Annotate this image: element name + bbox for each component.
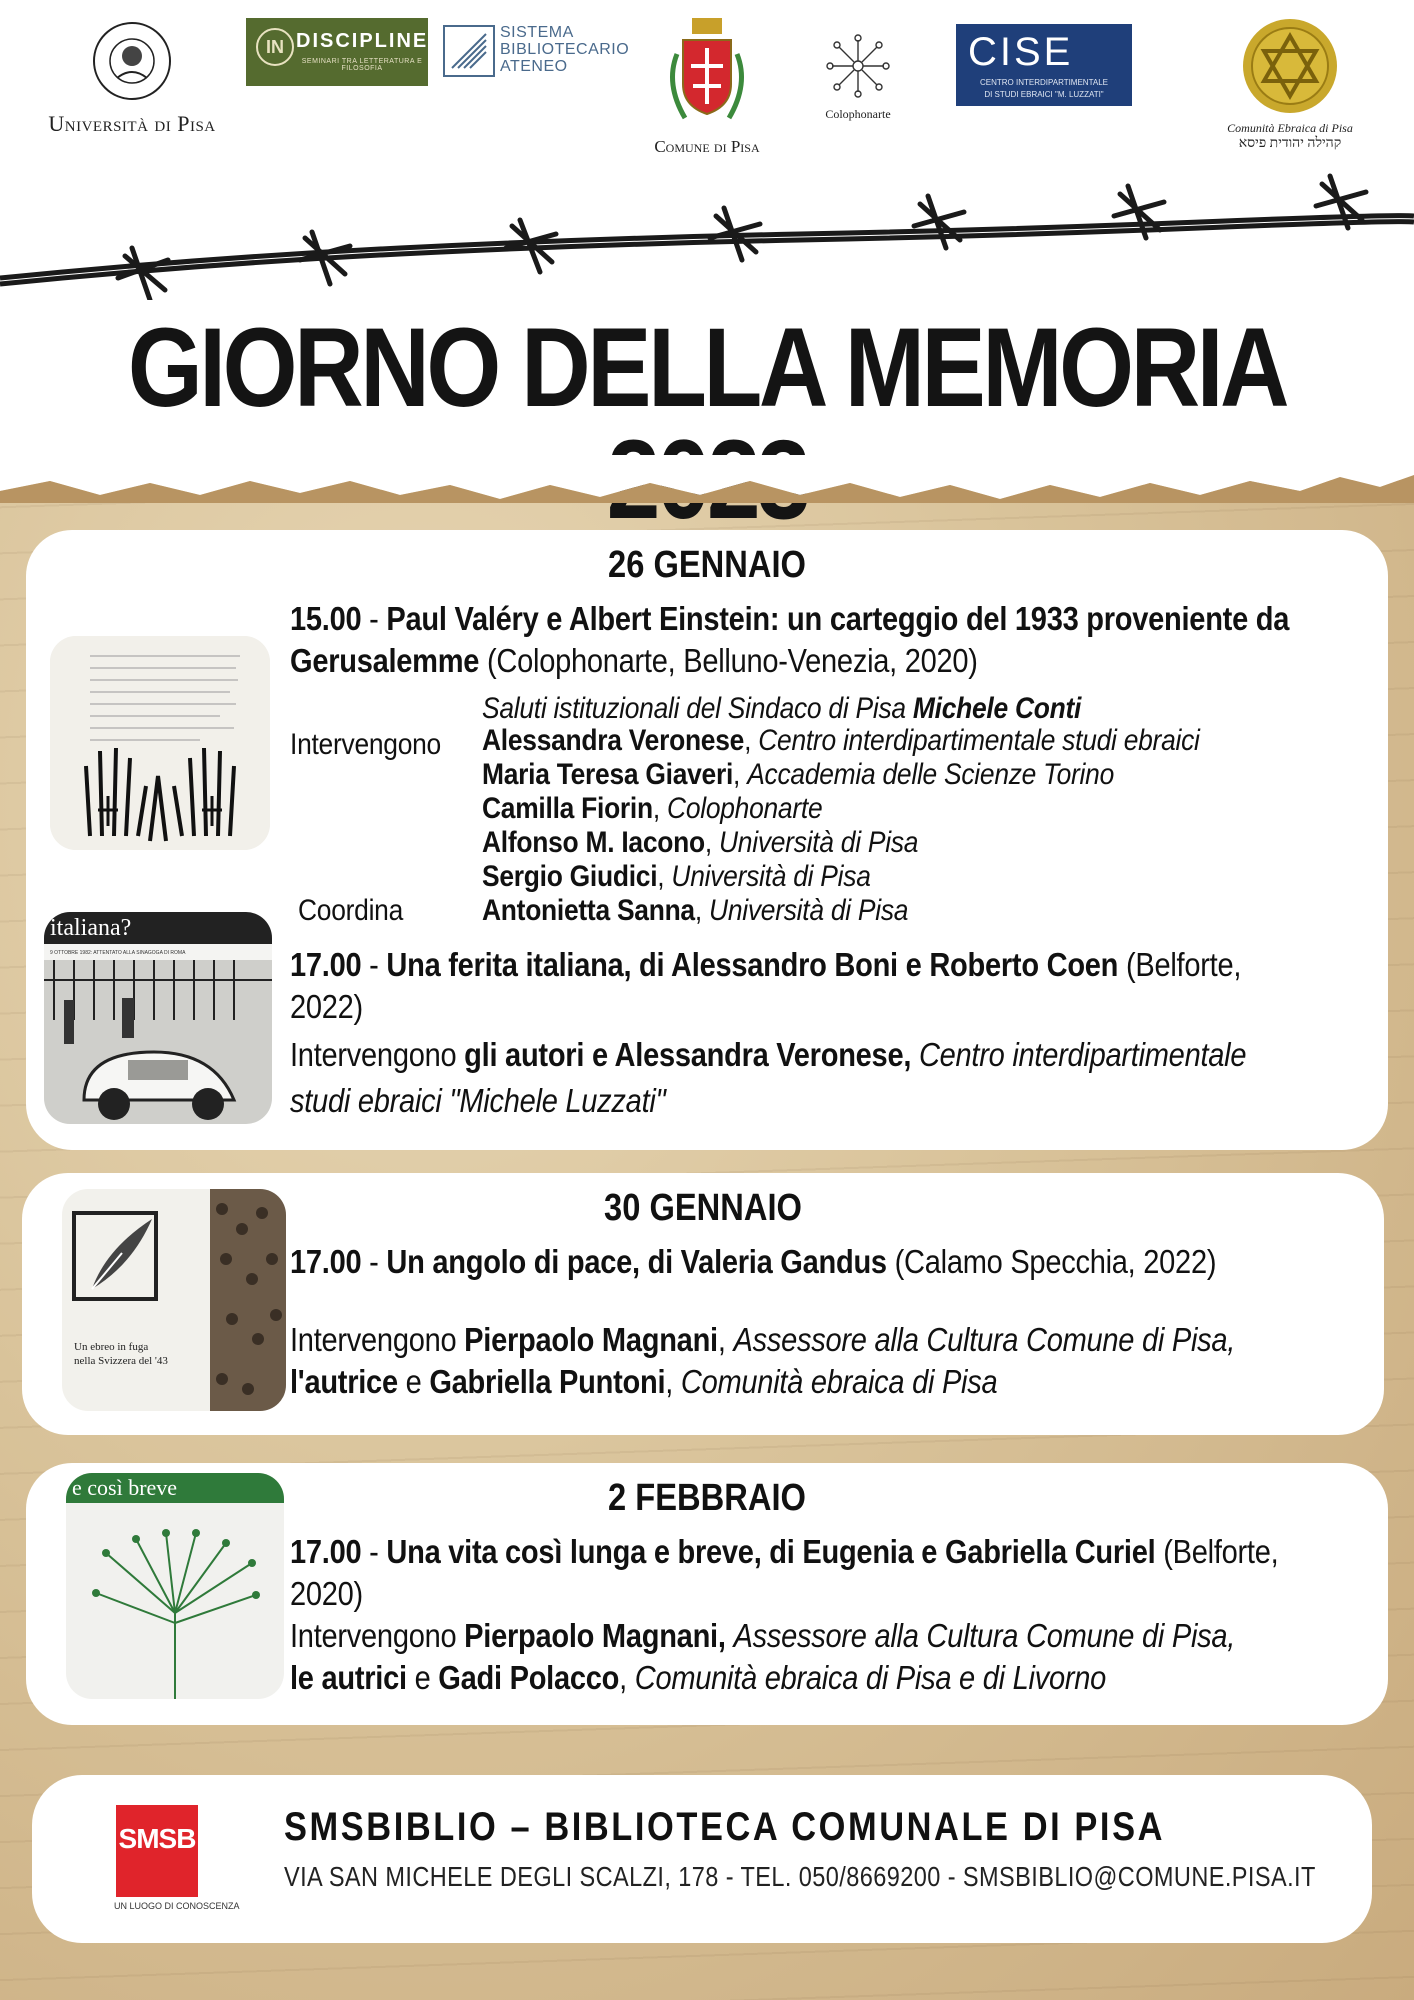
colophonarte-flower-icon [823,30,893,102]
intervengono-label: Intervengono [290,728,441,761]
cover-headline: e così breve [66,1473,284,1503]
street-photo-graphic [44,960,272,1124]
event2-session: 17.00 - Un angolo di pace, di Valeria Gandus (Calamo Specchia, 2022) Intervengono Pierpaolo Magnani, Assessore alla Cultura Comune di Pisa, l'autrice e Gabriella Puntoni, Comunità ebraica di Pisa [290,1243,1236,1400]
speaker-role-a: Centro interdipartimentale [918,1036,1247,1073]
book-cover-angolo-di-pace [62,1189,286,1411]
saluti-text: Saluti istituzionali del Sindaco di Pisa [482,692,913,725]
session-publisher: (Colophonarte, Belluno-Venezia, 2020) [487,642,978,679]
comunita-name-it: Comunità Ebraica di Pisa [1227,121,1353,135]
speaker-names: gli autori e Alessandra Veronese, [464,1036,912,1073]
cise-line2: DI STUDI EBRAICI "M. LUZZATI" [984,90,1104,99]
indiscipline-title: DISCIPLINE [296,30,429,52]
smsb-logo [116,1805,198,1897]
coordina-label: Coordina [298,894,404,927]
session-publisher-a: (Belforte, [1125,946,1242,983]
logo-indiscipline [246,18,428,86]
indiscipline-prefix: IN [256,28,294,66]
saluti-mayor: Michele Conti [912,692,1082,725]
colophonarte-name: Colophonarte [825,107,891,121]
logo-unipi [22,18,242,137]
speaker-name-1: Pierpaolo Magnani, [464,1617,726,1654]
library-address: VIA SAN MICHELE DEGLI SCALZI, 178 - TEL. 050/8669200 - SMSBIBLIO@COMUNE.PISA.IT [284,1861,1316,1892]
event-card-26-gennaio [26,530,1388,1150]
session-title: Una vita così lunga e breve, di Eugenia e Gabriella Curiel [386,1533,1156,1570]
session-time: 17.00 [290,946,362,983]
cise-title: CISE [968,30,1074,74]
speaker-role-3: Comunità ebraica di Pisa e di Livorno [634,1659,1107,1696]
event-date: 30 GENNAIO [604,1187,802,1229]
comune-crest-icon [659,14,755,132]
speaker-name-1: Pierpaolo Magnani [464,1321,718,1358]
event-date: 26 GENNAIO [608,544,806,586]
library-name: SMSBIBLIO – BIBLIOTECA COMUNALE DI PISA [284,1805,1166,1849]
speaker-row: Sergio Giudici, Università di Pisa [482,860,871,893]
book-cover-vita-cosi-lunga [66,1473,284,1699]
comunita-name-he: קהילה יהודית פיסא [1238,136,1342,151]
torn-paper-edge [0,455,1414,525]
speakers-list [482,724,1362,928]
session-title: Un angolo di pace, di Valeria Gandus [386,1243,887,1280]
event1-session1: 15.00 - Paul Valéry e Albert Einstein: un carteggio del 1933 proveniente da Gerusalemme (Colophonarte, Belluno-Venezia, 2020) [290,600,1290,679]
cise-line1: CENTRO INTERDIPARTIMENTALE [979,78,1108,87]
speaker-row: Maria Teresa Giaveri, Accademia delle Scienze Torino [482,758,1115,791]
intervengono-label: Intervengono [290,1321,465,1358]
sba-line2: BIBLIOTECARIO [500,41,630,58]
event1-session2: 17.00 - Una ferita italiana, di Alessandro Boni e Roberto Coen (Belforte, 2022) Intervengono gli autori e Alessandra Veronese, Centro interdipartimentale studi ebraici "Michele Luzzati" [290,944,1337,1122]
book-cover-letter-hands [50,636,270,850]
smsb-logo-tagline: UN LUOGO DI CONOSCENZA [114,1901,240,1911]
speaker-role-3: Comunità ebraica di Pisa [680,1363,998,1400]
cover-caption-b: nella Svizzera del '43 [74,1355,168,1367]
logo-sba [442,22,630,82]
sba-line3: ATENEO [500,58,568,75]
star-of-david-icon [1240,16,1340,116]
comune-name: Comune di Pisa [654,137,760,156]
speaker-name-3: Gabriella Puntoni [429,1363,666,1400]
cover-caption-a: Un ebreo in fuga [74,1341,149,1353]
event-date: 2 FEBBRAIO [608,1477,806,1519]
speaker-name-2: le autrici [290,1659,407,1696]
sba-mark-icon [442,24,496,78]
quill-drawing-icon [62,1189,286,1411]
session-title-a: Paul Valéry e Albert Einstein: un carteggio del 1933 proveniente da [386,600,1290,637]
speaker-row: Alfonso M. Iacono, Università di Pisa [482,826,919,859]
session-time: 17.00 [290,1533,362,1570]
cover-small-text: 9 OTTOBRE 1982: ATTENTATO ALLA SINAGOGA DI ROMA [50,950,186,956]
intervengono-label: Intervengono [290,1036,465,1073]
speaker-role-1: Assessore alla Cultura Comune di Pisa, [733,1321,1236,1358]
event-card-2-febbraio [26,1463,1388,1725]
speaker-name-3: Gadi Polacco [438,1659,620,1696]
speaker-row: Camilla Fiorin, Colophonarte [482,792,823,825]
unipi-name: Università di Pisa [48,111,216,136]
page-title: GIORNO DELLA MEMORIA [127,305,1287,430]
speaker-role-b: studi ebraici "Michele Luzzati" [290,1082,666,1119]
footer-card [32,1775,1372,1943]
session-title-b: Gerusalemme [290,642,480,679]
speaker-name-2: l'autrice [290,1363,398,1400]
session-publisher-b: 2020) [290,1575,363,1612]
event3-session: 17.00 - Una vita così lunga e breve, di Eugenia e Gabriella Curiel (Belforte, 2020) Intervengono Pierpaolo Magnani, Assessore alla Cultura Comune di Pisa, le autrici e Gadi Polacco, Comunità ebraica di Pisa e di Livorno [290,1531,1337,1699]
barbed-wire-graphic [0,160,1414,300]
session-time: 15.00 [290,600,362,637]
session-publisher-b: 2022) [290,988,363,1025]
logo-comune [632,14,782,160]
speaker-role-1: Assessore alla Cultura Comune di Pisa, [733,1617,1236,1654]
session-title: Una ferita italiana, di Alessandro Boni e Roberto Coen [386,946,1119,983]
tree-drawing-icon [66,1503,284,1699]
book-cover-ferita-italiana [44,912,272,1124]
unipi-seal-icon [87,18,177,104]
session-publisher: (Calamo Specchia, 2022) [894,1243,1217,1280]
session-time: 17.00 [290,1243,362,1280]
hands-drawing-icon [50,636,270,850]
coordinator-row: Antonietta Sanna, Università di Pisa [482,894,909,927]
cover-headline: italiana? [44,912,272,944]
sba-line1: SISTEMA [500,24,574,41]
smsb-logo-letters: SMSB [118,1823,196,1854]
logo-comunita-ebraica [1210,16,1370,152]
logo-colophonarte [808,30,908,122]
event-card-30-gennaio [22,1173,1384,1435]
logo-cise [956,24,1132,106]
speaker-row: Alessandra Veronese, Centro interdipartimentale studi ebraici [482,724,1200,757]
indiscipline-subtitle: SEMINARI TRA LETTERATURA E FILOSOFIA [301,58,423,72]
session-publisher-a: (Belforte, [1163,1533,1279,1570]
intervengono-label: Intervengono [290,1617,465,1654]
